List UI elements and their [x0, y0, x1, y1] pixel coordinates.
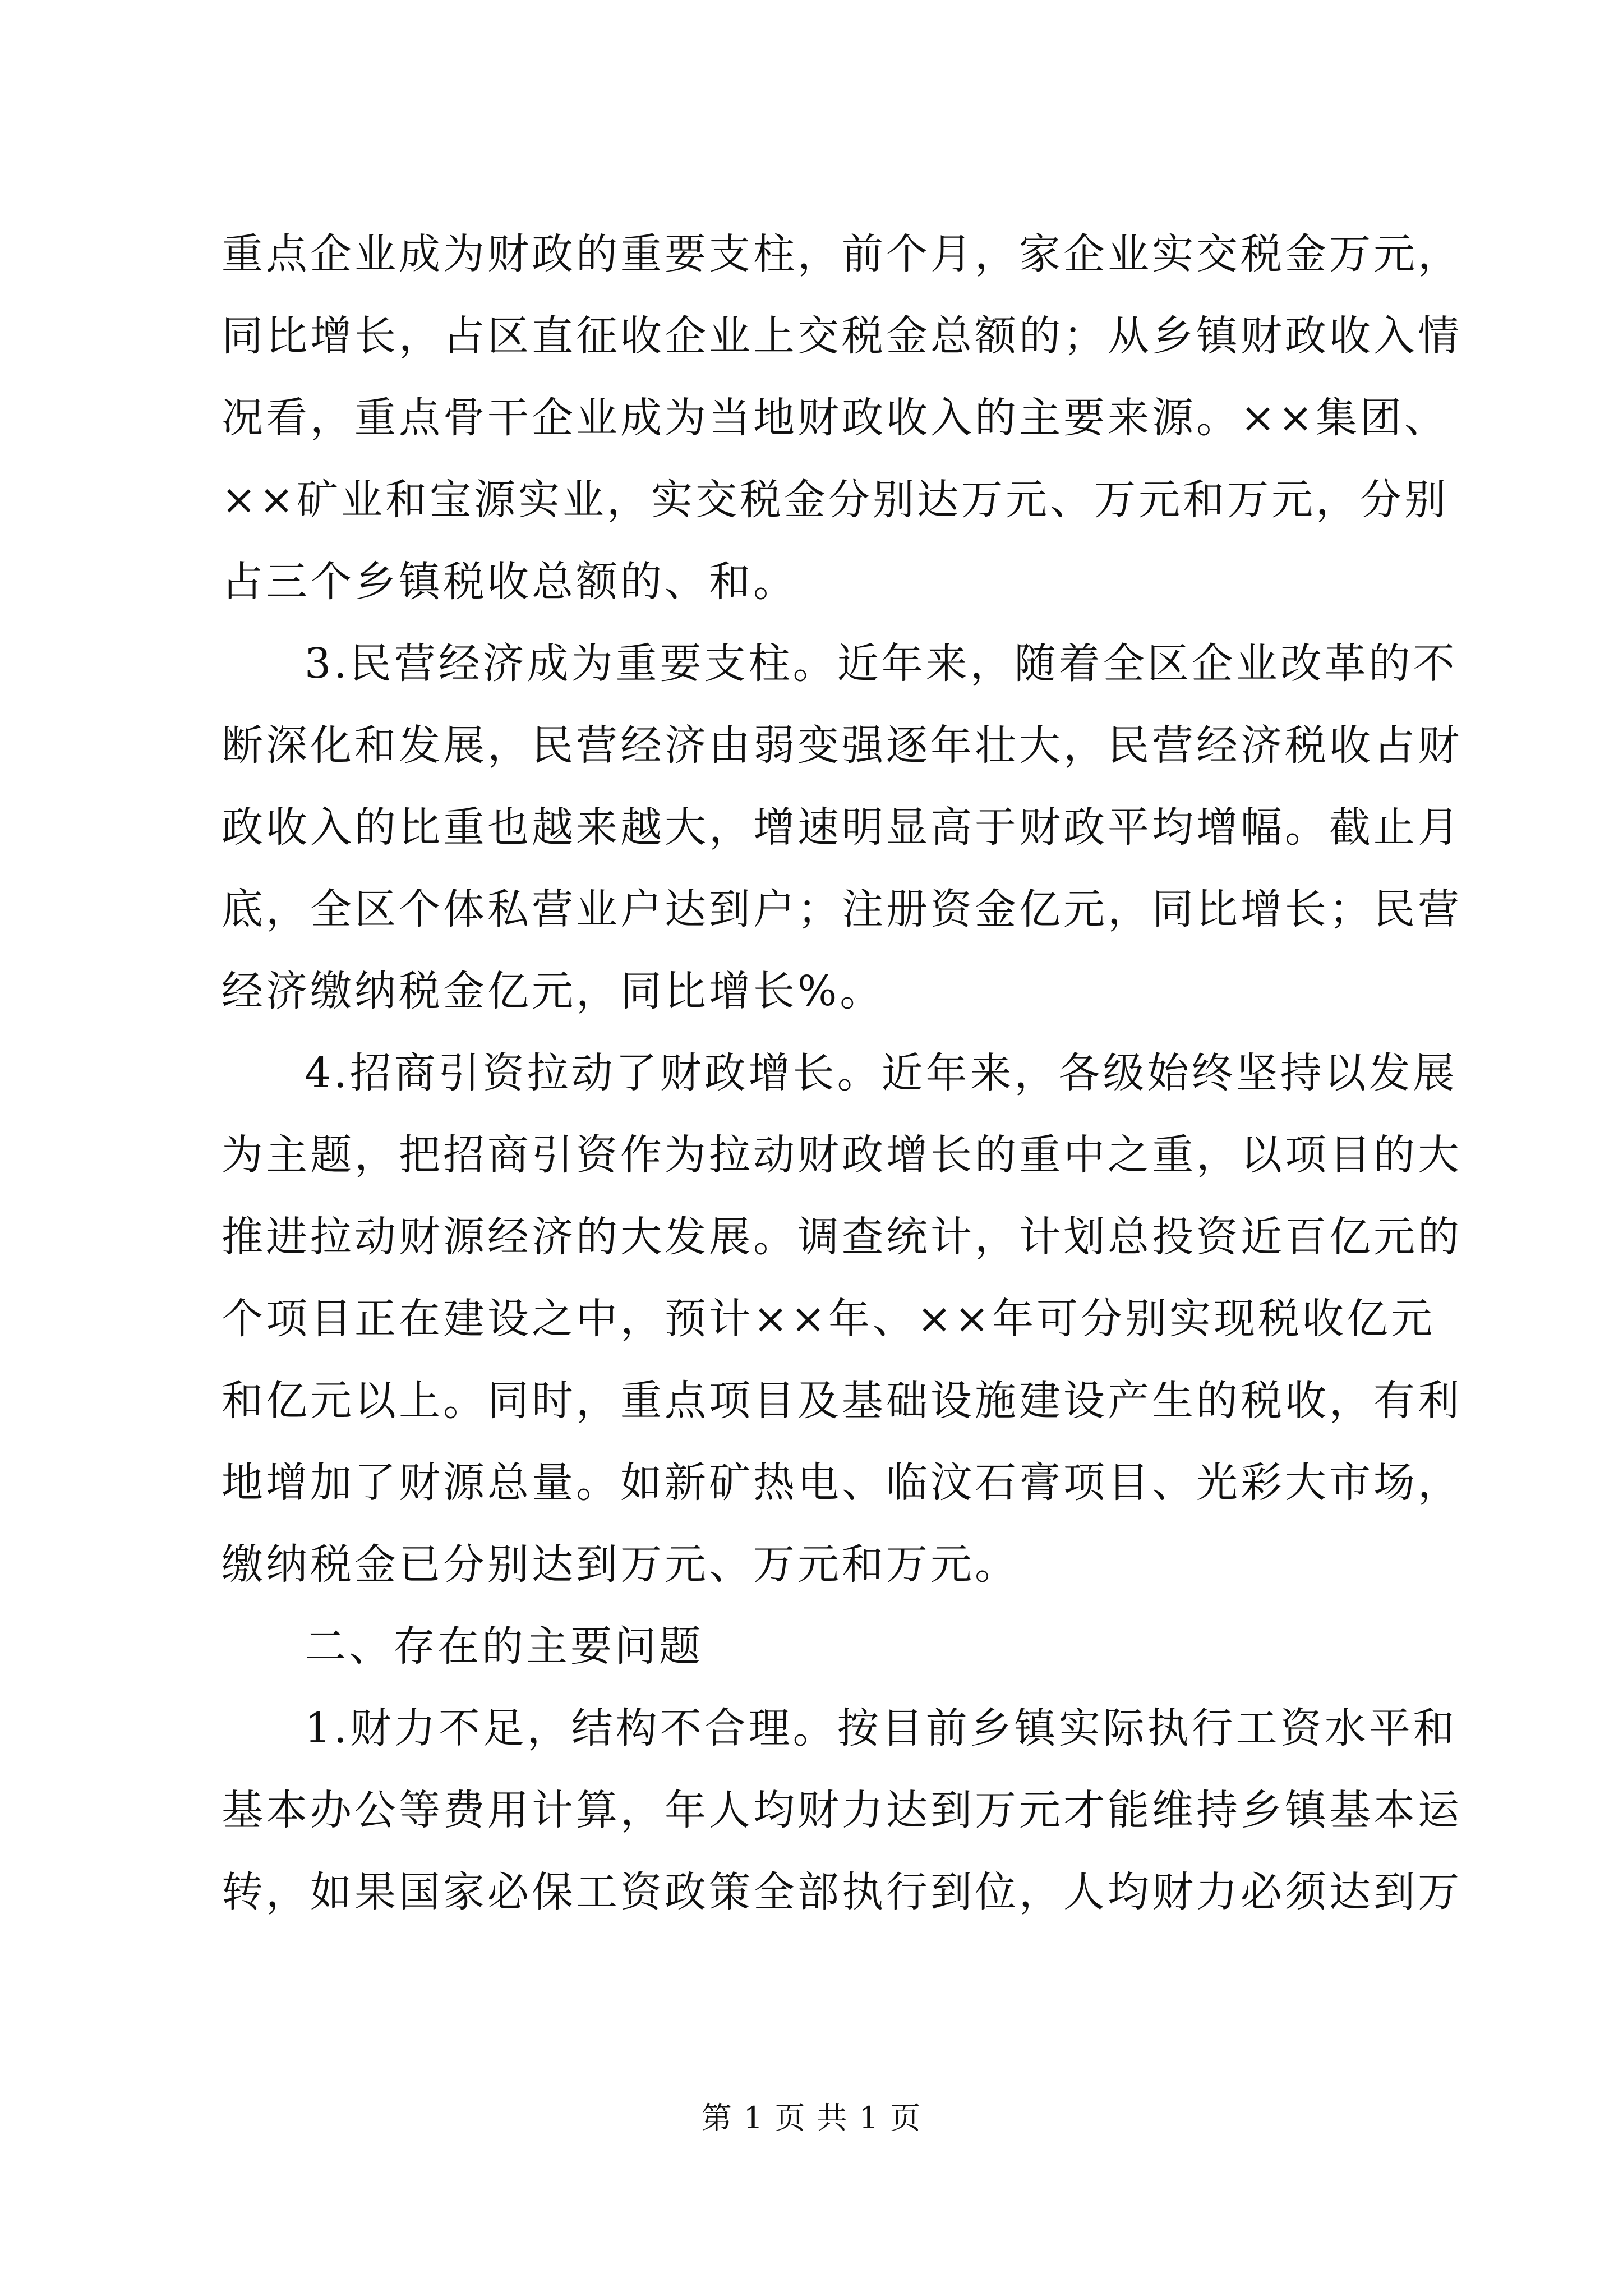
section-heading: 二、存在的主要问题	[305, 1622, 703, 1671]
body-line: 同比增长，占区直征收企业上交税金总额的；从乡镇财政收入情	[222, 312, 1462, 360]
document-body	[222, 213, 1462, 1933]
body-line: 经济缴纳税金亿元，同比增长%。	[222, 967, 884, 1015]
body-line: 重点企业成为财政的重要支柱，前个月，家企业实交税金万元，	[222, 230, 1462, 278]
body-line: 地增加了财源总量。如新矿热电、临汶石膏项目、光彩大市场，	[222, 1458, 1462, 1507]
body-line: 政收入的比重也越来越大，增速明显高于财政平均增幅。截止月	[222, 803, 1462, 852]
body-line: 推进拉动财源经济的大发展。调查统计，计划总投资近百亿元的	[222, 1213, 1462, 1261]
body-line: 占三个乡镇税收总额的、和。	[222, 558, 797, 606]
body-line: 个项目正在建设之中，预计××年、××年可分别实现税收亿元	[222, 1295, 1436, 1343]
body-line: ××矿业和宝源实业，实交税金分别达万元、万元和万元，分别	[222, 476, 1449, 524]
body-line: 缴纳税金已分别达到万元、万元和万元。	[222, 1540, 1019, 1589]
body-line: 基本办公等费用计算，年人均财力达到万元才能维持乡镇基本运	[222, 1786, 1462, 1834]
body-line: 为主题，把招商引资作为拉动财政增长的重中之重，以项目的大	[222, 1131, 1462, 1179]
paragraph-start-line: 1.财力不足，结构不合理。按目前乡镇实际执行工资水平和	[305, 1704, 1458, 1752]
paragraph-start-line: 4.招商引资拉动了财政增长。近年来，各级始终坚持以发展	[305, 1049, 1458, 1097]
body-line: 底，全区个体私营业户达到户；注册资金亿元，同比增长；民营	[222, 885, 1462, 933]
paragraph-start-line: 3.民营经济成为重要支柱。近年来，随着全区企业改革的不	[305, 639, 1458, 688]
body-line: 和亿元以上。同时，重点项目及基础设施建设产生的税收，有利	[222, 1377, 1462, 1425]
page-number-footer: 第 1 页 共 1 页	[701, 2100, 922, 2136]
body-line: 况看，重点骨干企业成为当地财政收入的主要来源。××集团、	[222, 394, 1449, 442]
body-line: 断深化和发展，民营经济由弱变强逐年壮大，民营经济税收占财	[222, 721, 1462, 770]
body-line: 转，如果国家必保工资政策全部执行到位，人均财力必须达到万	[222, 1868, 1462, 1916]
